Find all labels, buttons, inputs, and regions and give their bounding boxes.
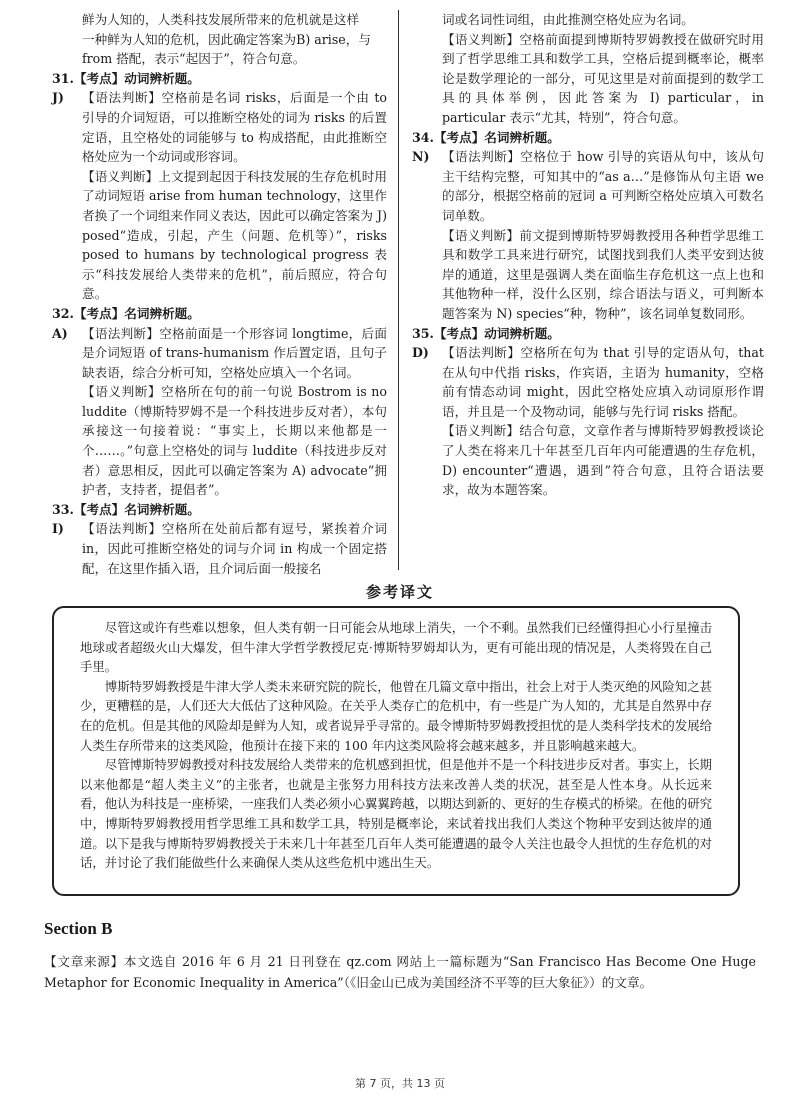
question-33 [52, 500, 387, 578]
question-31 [52, 69, 387, 304]
q31-semantic: 【语义判断】上文提到起因于科技发展的生存危机时用了动词短语 arise from human technology，这里作者换了一个词组来作同义表达，因此可以确定答案为 J) posed“造成，引起，产生（问题、危机等）”，risks posed to humans by technological progress 表示“科技发展给人类带来的危机”，前后照应，符合句意。 [82, 168, 387, 302]
q35-semantic: 【语义判断】结合句意，文章作者与博斯特罗姆教授谈论了人类在将来几十年甚至几百年内可能遭遇的生存危机，D) encounter“遭遇，遇到”符合句意，且符合语法要求，故为本题答案。 [442, 423, 764, 498]
q32-heading: 32.【考点】名词辨析题。 [52, 305, 200, 321]
q32-semantic: 【语义判断】空格所在句的前一句说 Bostrom is no luddite（博斯特罗姆不是一个科技进步反对者），本句承接这一句接着说：“事实上，长期以来他都是一个……。”句意上空格处的词与 luddite（科技进步反对者）意思相反，因此可以确定答案为 A) advocate“拥护者，支持者，提倡者”。 [82, 384, 387, 498]
q33-answer-letter: I) [52, 521, 64, 537]
q31-heading: 31.【考点】动词辨析题。 [52, 70, 200, 86]
intro-text [52, 10, 387, 69]
translation-paragraph: 博斯特罗姆教授是牛津大学人类未来研究院的院长，他曾在几篇文章中指出，社会上对于人类灭绝的风险知之甚少，更糟糕的是，人们还大大低估了这种风险。在关乎人类存亡的危机中，有一些是广为人知的，尤其是自然界中存在的危机。但是其他的风险却是鲜为人知，或者说异乎寻常的。最令博斯特罗姆教授担忧的是人类科学技术的发展给人类生存所带来的这类风险，他预计在接下来的 100 年内这类风险将会越来越多，并且影响越来越大。 [80, 678, 712, 753]
q34-heading: 34.【考点】名词辨析题。 [412, 129, 560, 145]
question-34 [412, 128, 764, 324]
left-column [52, 10, 387, 578]
translation-paragraph: 尽管这或许有些难以想象，但人类有朝一日可能会从地球上消失，一个不剩。虽然我们已经懂得担心小行星撞击地球或者超级火山大爆发，但牛津大学哲学教授尼克·博斯特罗姆却认为，更有可能出现的情况是，人类将毁在自己手里。 [80, 620, 712, 675]
question-35 [412, 324, 764, 500]
q34-grammar: 【语法判断】空格位于 how 引导的宾语从句中，该从句主干结构完整，可知其中的“as a…”是修饰从句主语 we 的部分，根据空格前的冠词 a 可判断空格处应填入可数名词单数。 [442, 149, 764, 223]
article-source: 【文章来源】本文选自 2016 年 6 月 21 日刊登在 qz.com 网站上一篇标题为“San Francisco Has Become One Huge Metaphor for Economic Inequality in America”（《旧金山已成为美国经济不平等的巨大象征》）的文章。 [44, 954, 756, 990]
intro-line: 一种鲜为人知的危机，因此确定答案为B) arise，与 [82, 31, 371, 47]
question-32 [52, 304, 387, 500]
intro-line: from 搭配，表示“起因于”，符合句意。 [82, 51, 306, 67]
q34-answer-letter: N) [412, 149, 430, 165]
q31-answer-letter: J) [52, 90, 64, 106]
translation-title: 参考译文 [365, 583, 434, 601]
q32-grammar: 【语法判断】空格前面是一个形容词 longtime，后面是介词短语 of trans-humanism 作后置定语，且句子缺表语，综合分析可知，空格处应填入一个名词。 [82, 325, 387, 380]
translation-box [52, 606, 740, 896]
q32-answer-letter: A) [52, 325, 68, 341]
column-divider [398, 10, 399, 570]
q33-heading: 33.【考点】名词辨析题。 [52, 501, 200, 517]
q33-continuation: 词或名词性词组，由此推测空格处应为名词。 [442, 12, 694, 27]
q33-grammar: 【语法判断】空格所在处前后都有逗号，紧挨着介词 in，因此可推断空格处的词与介词 in 构成一个固定搭配，在这里作插入语，且介词后面一般接名 [82, 521, 387, 576]
page-number: 第 7 页，共 13 页 [355, 1077, 445, 1090]
q35-answer-letter: D) [412, 345, 429, 361]
right-column [412, 10, 764, 500]
q34-semantic: 【语义判断】前文提到博斯特罗姆教授用各种哲学思维工具和数学工具来进行研究，试图找到我们人类平安到达彼岸的通道，这里是强调人类在面临生存危机这一点上也和其他物种一样，没什么区别，综合语法与语义，可判断本题答案为 N) species“种，物种”，该名词单复数同形。 [442, 227, 764, 321]
translation-paragraph: 尽管博斯特罗姆教授对科技发展给人类带来的危机感到担忧，但是他并不是一个科技进步反对者。事实上，长期以来他都是“超人类主义”的主张者，也就是主张努力用科技方法来改善人类的状况，甚至是人性本身。从长远来看，他认为科技是一座桥梁，一座我们人类必须小心翼翼跨越，以期达到新的、更好的生存模式的桥梁。在他的研究中，博斯特罗姆教授用哲学思维工具和数学工具，特别是概率论，来试着找出我们人类这个物种平安到达彼岸的通道。以下是我与博斯特罗姆教授关于未来几十年甚至几百年人类可能遭遇的最令人关注也最令人担忧的生存危机的对话，并讨论了我们能做些什么来确保人类从这些危机中逃出生天。 [80, 757, 712, 871]
q35-grammar: 【语法判断】空格所在句为 that 引导的定语从句，that 在从句中代指 risks，作宾语，主语为 humanity，空格前有情态动词 might，因此空格处应填入动词原形作谓语，并且是一个及物动词，能够与先行词 risks 搭配。 [442, 345, 764, 419]
intro-line: 鲜为人知的，人类科技发展所带来的危机就是这样 [82, 12, 360, 27]
q35-heading: 35.【考点】动词辨析题。 [412, 325, 560, 341]
q31-grammar: 【语法判断】空格前是名词 risks，后面是一个由 to 引导的介词短语，可以推断空格处的词为 risks 的后置定语，且空格处的词能够与 to 构成搭配，由此推断空格处应为一个动词或形容词。 [82, 90, 387, 165]
q33-semantic: 【语义判断】空格前面提到博斯特罗姆教授在做研究时用到了哲学思维工具和数学工具，空格后提到概率论，概率论是数学理论的一部分，可见这里是对前面提到的数学工具的具体举例，因此答案为 I) particular，in particular 表示“尤其，特别”，符合句意。 [442, 31, 764, 125]
section-b-heading: Section B [44, 919, 113, 938]
